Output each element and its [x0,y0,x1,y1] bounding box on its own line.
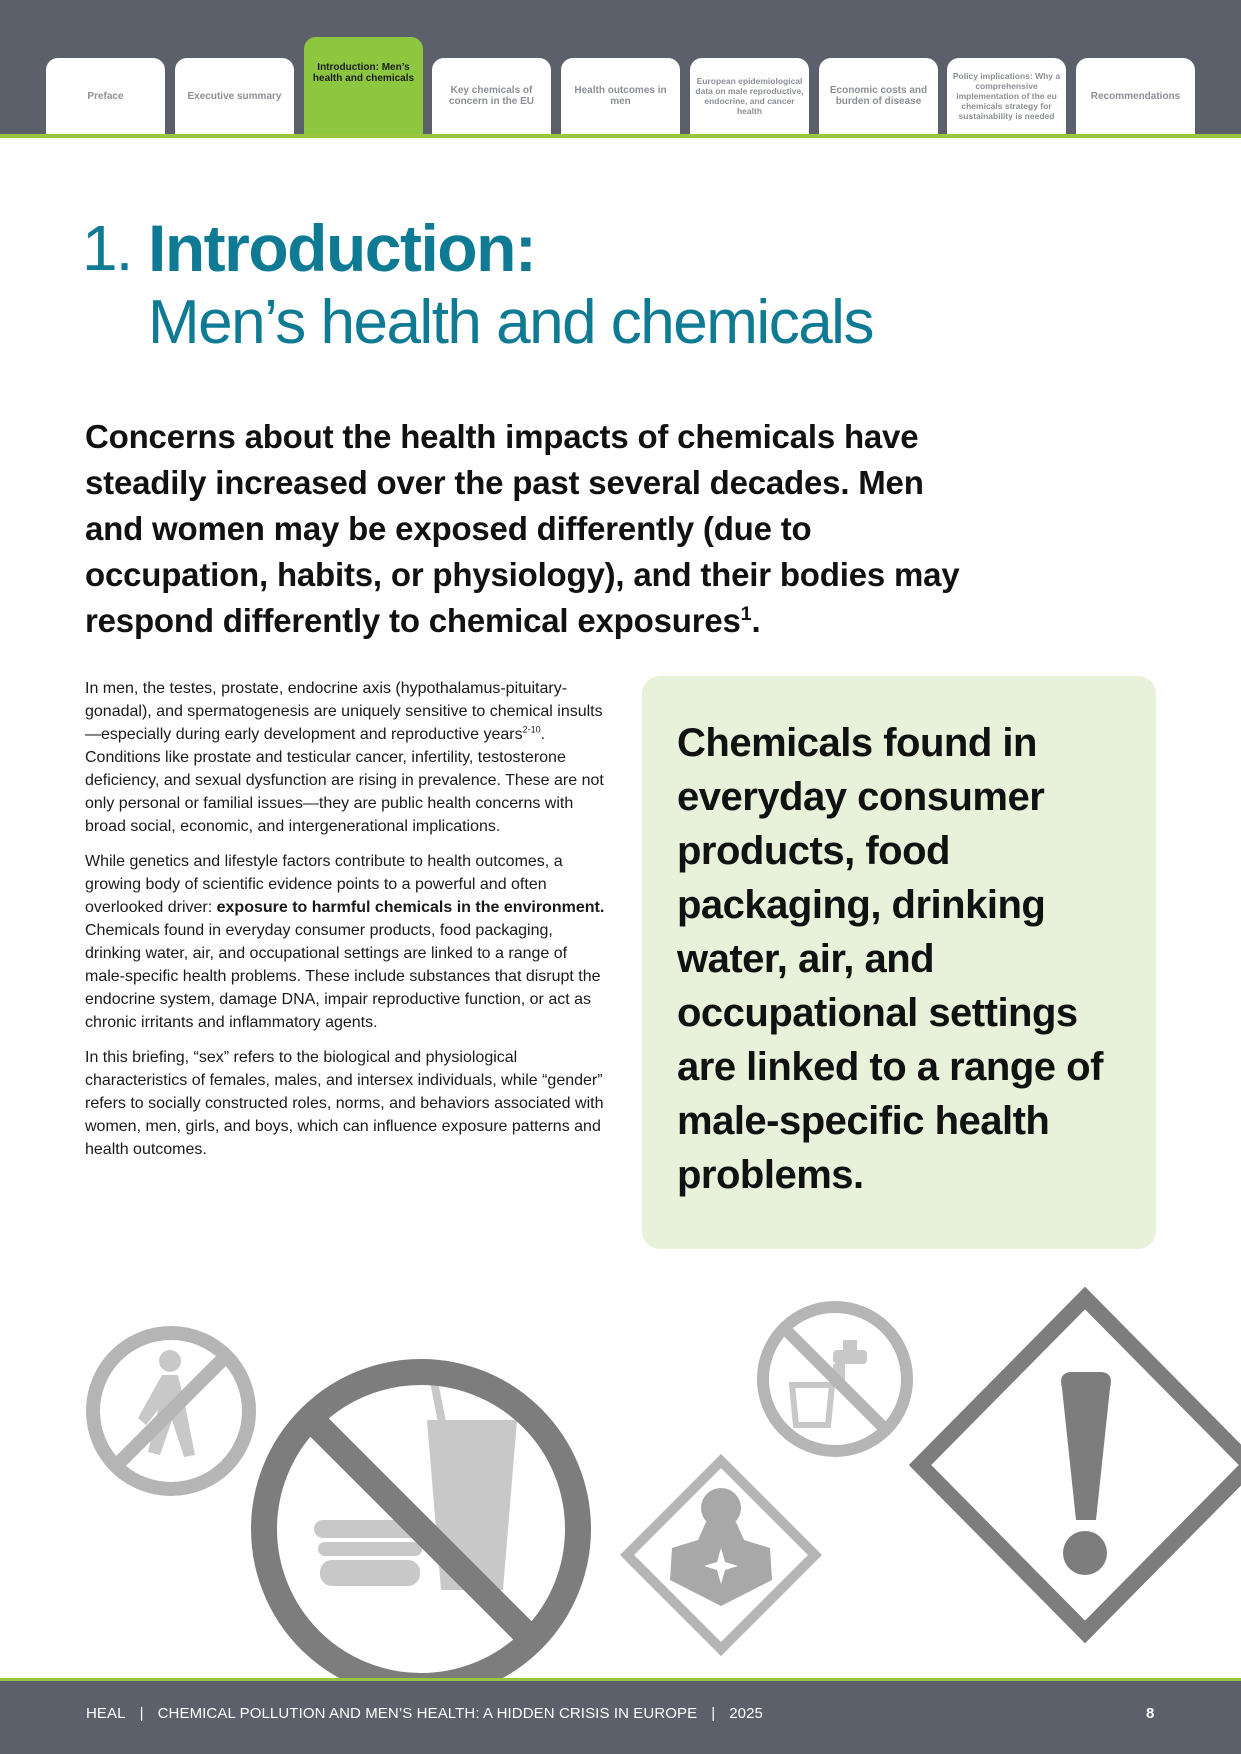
body-p1-text-cont: . Conditions like prostate and testicular cancer, infertility, testosterone deficiency, and sexual dysfunction are rising in prevalence. These are not only personal or familial issues—they are public health concerns with broad social, economic, and intergenerational implications. [85,726,604,835]
tab-key-chemicals[interactable]: Key chemicals of concern in the EU [432,58,551,134]
body-paragraph-1 [85,677,605,838]
no-drinking-water-icon [763,1307,907,1451]
tab-economic-costs[interactable]: Economic costs and burden of disease [819,58,938,134]
body-p2-text: While genetics and lifestyle factors contribute to health outcomes, a growing body of scientific evidence points to a powerful and often overlooked driver: [85,853,563,916]
lead-paragraph [85,414,985,644]
lead-text: Concerns about the health impacts of chemicals have steadily increased over the past several decades. Men and women may be exposed differently (due to occupation, habits, or physiology), and their bodies may respond differently to chemical exposures [85,418,960,639]
footer-separator: | [711,1705,716,1722]
lead-reference: 1 [740,603,752,625]
footer [0,1681,1241,1754]
tab-preface[interactable]: Preface [46,58,165,134]
lead-end: . [751,602,761,639]
body-p2-text-cont: Chemicals found in everyday consumer products, food packaging, drinking water, air, and occupational settings are linked to a range of male-specific health problems. These include substances that disrupt the endocrine system, damage DNA, impair reproductive function, or act as chronic irritants and inflammatory agents. [85,922,601,1031]
hazard-icons-illustration [0,1280,1241,1678]
body-p1-text: In men, the testes, prostate, endocrine axis (hypothalamus-pituitary-gonadal), and spermatogenesis are uniquely sensitive to chemical insults—especially during early development and reproductive years [85,680,603,743]
page-subtitle: Men’s health and chemicals [148,288,873,357]
tab-policy-implications[interactable]: Policy implications: Why a comprehensive implementation of the eu chemicals strategy for sustainability is needed [947,58,1066,134]
exclamation-warning-icon [920,1298,1241,1632]
top-accent-line [0,134,1241,138]
footer-publication-title: CHEMICAL POLLUTION AND MEN’S HEALTH: A HIDDEN CRISIS IN EUROPE [157,1705,698,1722]
tab-executive-summary[interactable]: Executive summary [175,58,294,134]
tab-european-epidemiological-data[interactable]: European epidemiological data on male reproductive, endocrine, and cancer health [690,58,809,134]
footer-separator: | [139,1705,144,1722]
body-text [85,677,605,1173]
footer-year: 2025 [729,1705,764,1722]
health-hazard-icon [627,1461,815,1649]
section-number: 1. [82,212,132,284]
body-p2-emphasis: exposure to harmful chemicals in the environment. [216,899,605,916]
body-p1-reference: 2-10 [522,724,541,735]
body-paragraph-3: In this briefing, “sex” refers to the biological and physiological characteristics of females, males, and intersex individuals, while “gender” refers to socially constructed roles, norms, and behaviors associated with women, men, girls, and boys, which can influence exposure patterns and health outcomes. [85,1049,604,1158]
pull-quote-text: Chemicals found in everyday consumer products, food packaging, drinking water, air, and occupational settings are linked to a range of male-specific health problems. [677,721,1103,1197]
tab-recommendations[interactable]: Recommendations [1076,58,1195,134]
top-navigation-bar [0,0,1241,134]
footer-org: HEAL [86,1705,126,1722]
no-pedestrian-icon [93,1333,249,1489]
footer-text [86,1705,763,1723]
no-food-drink-icon [264,1372,578,1678]
page-title: Introduction: [148,211,536,285]
pull-quote-callout [642,676,1156,1249]
tab-health-outcomes[interactable]: Health outcomes in men [561,58,680,134]
body-paragraph-2 [85,850,605,1034]
page-number: 8 [1146,1705,1155,1722]
tab-introduction[interactable]: Introduction: Men’s health and chemicals [304,37,423,138]
